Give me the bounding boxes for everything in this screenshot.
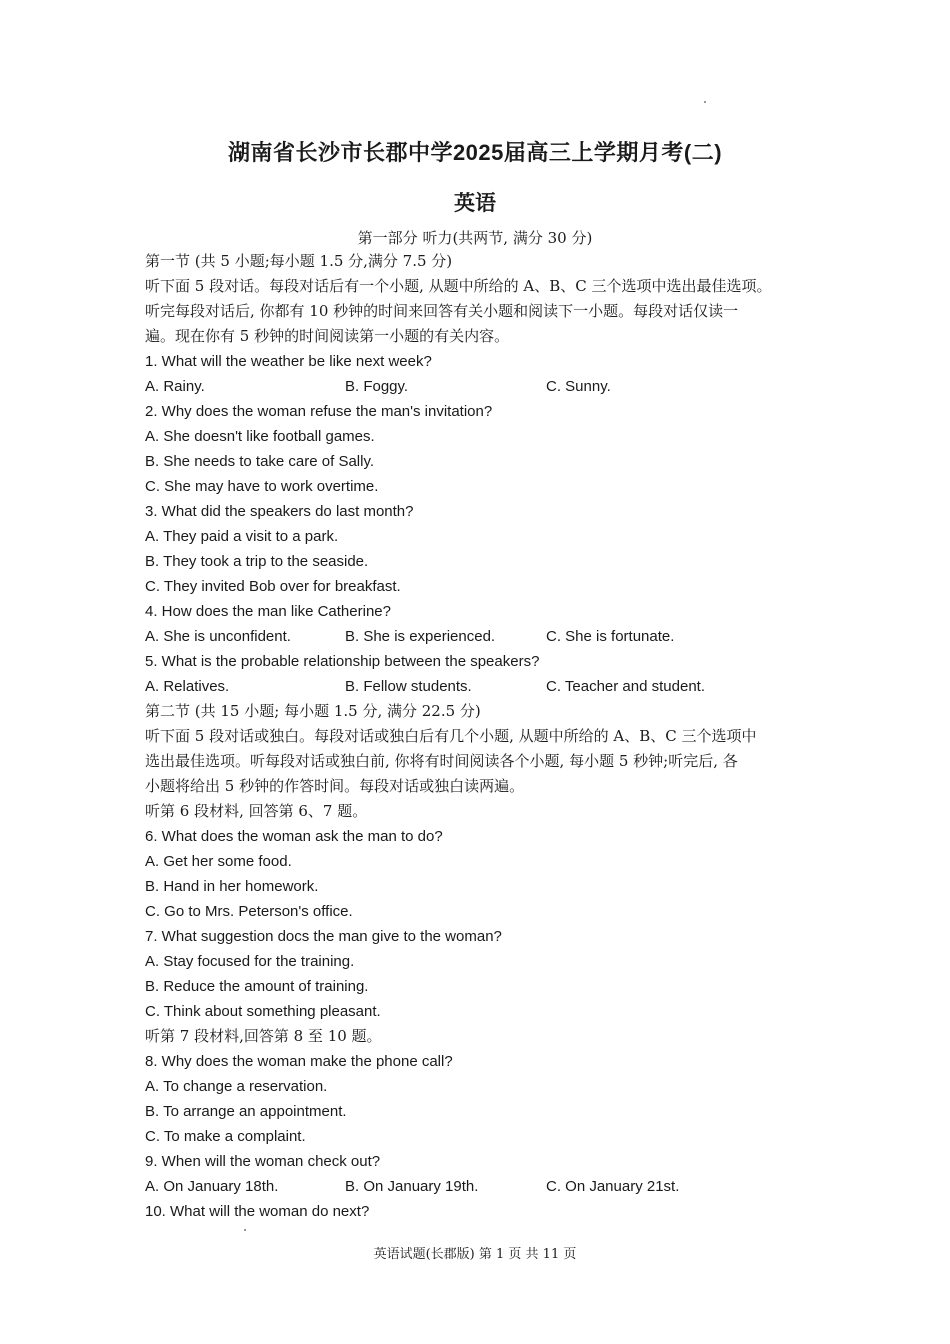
option-c: C. She is fortunate. (546, 628, 675, 645)
question-4: 4. How does the man like Catherine? (145, 603, 391, 620)
option-c: C. Think about something pleasant. (145, 1003, 381, 1020)
option-a: A. They paid a visit to a park. (145, 528, 339, 545)
question-5-options (145, 674, 825, 699)
option-b: B. To arrange an appointment. (145, 1103, 347, 1120)
section2-instruction: 选出最佳选项。听每段对话或独白前, 你将有时间阅读各个小题, 每小题 5 秒钟;听完后, 各 (145, 752, 738, 770)
question-3: 3. What did the speakers do last month? (145, 503, 414, 520)
section1-instruction: 遍。现在你有 5 秒钟的时间阅读第一小题的有关内容。 (145, 327, 510, 345)
option-b: B. She needs to take care of Sally. (145, 453, 375, 470)
section2-instruction: 小题将给出 5 秒钟的作答时间。每段对话或独白读两遍。 (145, 777, 525, 795)
question-2: 2. Why does the woman refuse the man's invitation? (145, 403, 493, 420)
question-5: 5. What is the probable relationship between the speakers? (145, 653, 540, 670)
subject-heading: 英语 (454, 192, 496, 215)
page-footer: 英语试题(长郡版) 第 1 页 共 11 页 (373, 1247, 577, 1262)
material-6-note: 听第 6 段材料, 回答第 6、7 题。 (145, 802, 368, 820)
option-a: A. Get her some food. (145, 853, 292, 870)
option-b: B. Foggy. (345, 378, 409, 395)
section1-instruction: 听下面 5 段对话。每段对话后有一个小题, 从题中所给的 A、B、C 三个选项中选出最佳选项。 (145, 277, 772, 295)
option-c: C. Go to Mrs. Peterson's office. (145, 903, 353, 920)
option-a: A. She doesn't like football games. (145, 428, 375, 445)
option-b: B. On January 19th. (345, 1178, 479, 1195)
question-1: 1. What will the weather be like next week? (145, 353, 432, 370)
option-b: B. Reduce the amount of training. (145, 978, 369, 995)
question-6: 6. What does the woman ask the man to do? (145, 828, 443, 845)
question-8: 8. Why does the woman make the phone call? (145, 1053, 453, 1070)
option-b: B. Fellow students. (345, 678, 472, 695)
question-10: 10. What will the woman do next? (145, 1203, 370, 1220)
option-b: B. Hand in her homework. (145, 878, 319, 895)
question-4-options (145, 624, 825, 649)
question-9-options (145, 1174, 825, 1199)
section2-instruction: 听下面 5 段对话或独白。每段对话或独白后有几个小题, 从题中所给的 A、B、C 三个选项中 (145, 727, 757, 745)
exam-content (145, 249, 825, 1224)
scan-dot (244, 1229, 246, 1231)
option-c: C. To make a complaint. (145, 1128, 306, 1145)
part-heading: 第一部分 听力(共两节, 满分 30 分) (357, 229, 593, 247)
option-b: B. She is experienced. (345, 628, 496, 645)
option-a: A. To change a reservation. (145, 1078, 328, 1095)
option-a: A. Rainy. (145, 378, 205, 395)
question-7: 7. What suggestion docs the man give to the woman? (145, 928, 502, 945)
option-a: A. On January 18th. (145, 1178, 279, 1195)
option-c: C. They invited Bob over for breakfast. (145, 578, 401, 595)
option-b: B. They took a trip to the seaside. (145, 553, 369, 570)
option-c: C. Teacher and student. (546, 678, 705, 695)
scan-dot (704, 101, 706, 103)
option-a: A. She is unconfident. (145, 628, 291, 645)
section1-heading: 第一节 (共 5 小题;每小题 1.5 分,满分 7.5 分) (145, 252, 453, 270)
option-c: C. Sunny. (546, 378, 611, 395)
exam-title: 湖南省长沙市长郡中学2025届高三上学期月考(二) (227, 140, 723, 165)
material-7-note: 听第 7 段材料,回答第 8 至 10 题。 (145, 1027, 382, 1045)
option-c: C. On January 21st. (546, 1178, 680, 1195)
question-1-options (145, 374, 825, 399)
option-a: A. Relatives. (145, 678, 230, 695)
section1-instruction: 听完每段对话后, 你都有 10 秒钟的时间来回答有关小题和阅读下一小题。每段对话仅读一 (145, 302, 739, 320)
section2-heading: 第二节 (共 15 小题; 每小题 1.5 分, 满分 22.5 分) (145, 702, 481, 720)
option-c: C. She may have to work overtime. (145, 478, 379, 495)
option-a: A. Stay focused for the training. (145, 953, 355, 970)
question-9: 9. When will the woman check out? (145, 1153, 381, 1170)
